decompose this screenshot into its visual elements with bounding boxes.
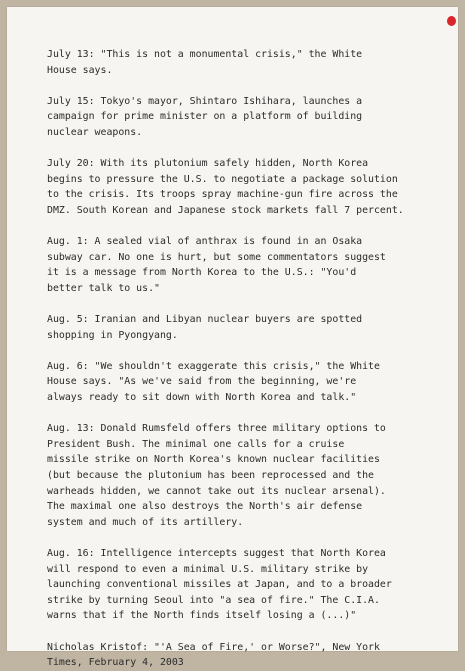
- entry-line: nuclear weapons.: [47, 126, 143, 138]
- entry-line: July 15: Tokyo's mayor, Shintaro Ishihara, launches a: [47, 95, 363, 107]
- entry-line: warns that if the North finds itself losing a (...)": [47, 610, 357, 622]
- citation-line: Nicholas Kristof: "'A Sea of Fire,' or Worse?", New York: [47, 641, 380, 653]
- source-citation: [47, 640, 449, 671]
- entry-line: Aug. 16: Intelligence intercepts suggest that North Korea: [47, 548, 386, 559]
- entry-line: will respond to even a minimal U.S. military strike by: [47, 563, 369, 575]
- entry-line: House says. "As we've said from the beginning, we're: [47, 376, 357, 388]
- entry-line: President Bush. The minimal one calls for a cruise: [47, 438, 345, 450]
- timeline-entry: [47, 234, 449, 296]
- entry-line: The maximal one also destroys the North's air defense: [47, 501, 363, 513]
- entry-line: Aug. 5: Iranian and Libyan nuclear buyers are spotted: [47, 314, 363, 326]
- entry-line: shopping in Pyongyang.: [47, 329, 178, 341]
- entry-line: warheads hidden, we cannot take out its nuclear arsenal).: [47, 485, 386, 497]
- timeline-entry: [47, 312, 449, 343]
- entry-line: strike by turning Seoul into "a sea of fire." The C.I.A.: [47, 594, 380, 606]
- entry-line: always ready to sit down with North Korea and talk.": [47, 392, 357, 404]
- timeline-entry: [47, 94, 449, 141]
- entry-line: missile strike on North Korea's known nuclear facilities: [47, 454, 380, 466]
- entry-line: it is a message from North Korea to the U.S.: "You'd: [47, 267, 357, 279]
- entry-line: launching conventional missiles at Japan, and to a broader: [47, 579, 392, 591]
- entry-line: (but because the plutonium has been reprocessed and the: [47, 470, 374, 482]
- entry-line: Aug. 1: A sealed vial of anthrax is found in an Osaka: [47, 236, 363, 248]
- entry-line: Aug. 13: Donald Rumsfeld offers three military options to: [47, 423, 386, 435]
- entry-line: July 20: With its plutonium safely hidden, North Korea: [47, 158, 369, 170]
- entry-line: better talk to us.": [47, 282, 160, 294]
- timeline-entry: [47, 359, 449, 406]
- entry-line: campaign for prime minister on a platform of building: [47, 111, 363, 123]
- entry-line: Aug. 6: "We shouldn't exaggerate this crisis," the White: [47, 360, 380, 372]
- entry-line: subway car. No one is hurt, but some commentators suggest: [47, 251, 386, 263]
- paper-sheet: [7, 7, 458, 669]
- entry-line: to the crisis. Its troops spray machine-gun fire across the: [47, 189, 398, 201]
- entry-line: July 13: "This is not a monumental crisis," the White: [47, 49, 363, 60]
- document-body: [47, 47, 449, 671]
- citation-line: Times, February 4, 2003: [47, 657, 184, 669]
- red-dot-mark: [447, 16, 456, 26]
- entry-line: begins to pressure the U.S. to negotiate a package solution: [47, 173, 398, 185]
- entry-line: system and much of its artillery.: [47, 516, 244, 528]
- timeline-entry: [47, 546, 449, 624]
- timeline-entry: [47, 421, 449, 530]
- timeline-entry: [47, 156, 449, 218]
- timeline-entry: [47, 47, 449, 78]
- entry-line: DMZ. South Korean and Japanese stock markets fall 7 percent.: [47, 204, 404, 216]
- entry-line: House says.: [47, 64, 113, 76]
